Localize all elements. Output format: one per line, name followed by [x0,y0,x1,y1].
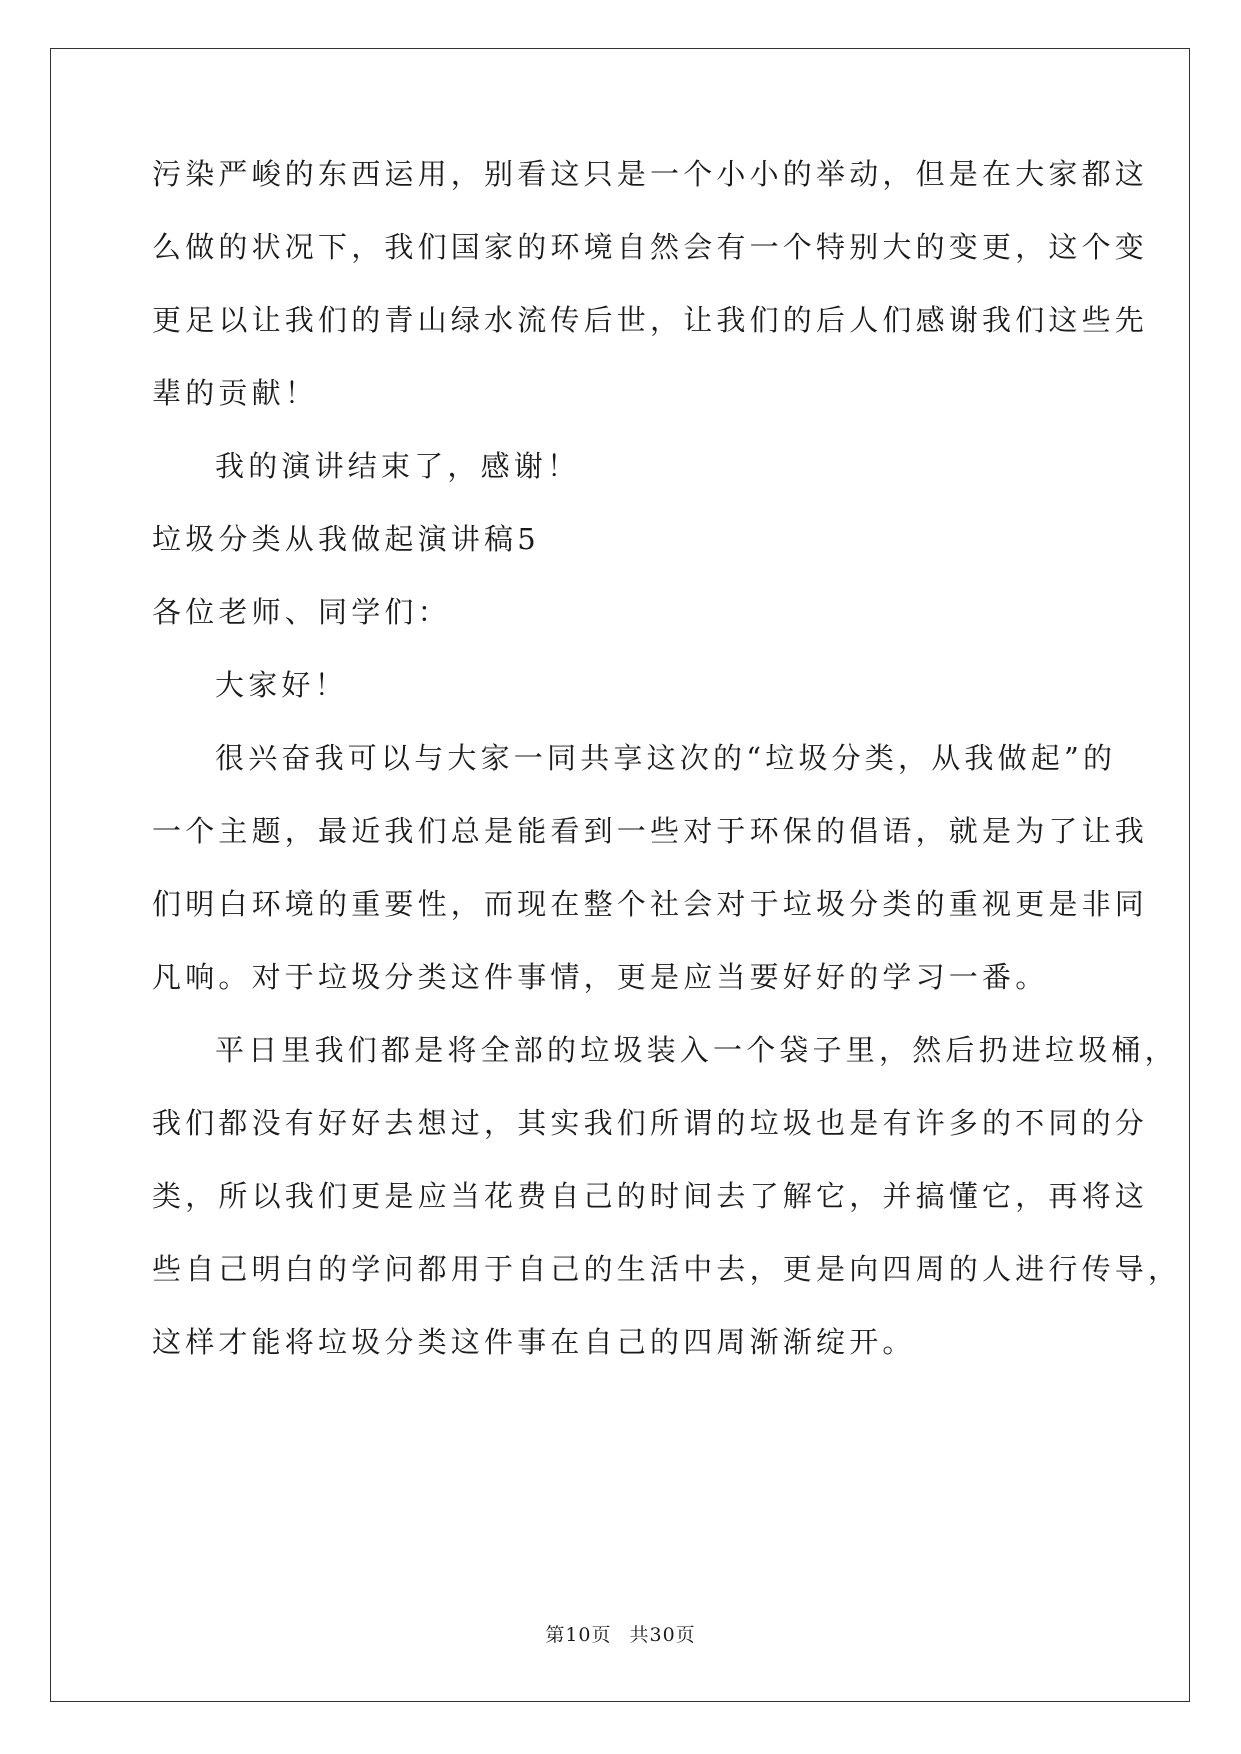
body-line: 辈的贡献！ [152,376,319,410]
closing-line: 我的演讲结束了，感谢！ [215,449,581,483]
body-line: 这样才能将垃圾分类这件事在自己的四周渐渐绽开。 [152,1325,916,1359]
page-border [50,48,1190,1702]
body-line: 平日里我们都是将全部的垃圾装入一个袋子里，然后扔进垃圾桶， [215,1033,1178,1067]
body-line: 凡响。对于垃圾分类这件事情，更是应当要好好的学习一番。 [152,960,1049,994]
body-line: 污染严峻的东西运用，别看这只是一个小小的举动，但是在大家都这 [152,157,1149,191]
body-line: 我们都没有好好去想过，其实我们所谓的垃圾也是有许多的不同的分 [152,1106,1149,1140]
section-title: 垃圾分类从我做起演讲稿5 [152,522,540,556]
body-line: 很兴奋我可以与大家一同共享这次的“垃圾分类，从我做起”的 [215,741,1117,775]
page-footer [0,1622,1241,1648]
body-line: 一个主题，最近我们总是能看到一些对于环保的倡语，就是为了让我 [152,814,1149,848]
body-line: 类，所以我们更是应当花费自己的时间去了解它，并搞懂它，再将这 [152,1179,1149,1213]
salutation: 各位老师、同学们： [152,595,451,629]
page-number: 第10页 [545,1624,612,1646]
greeting: 大家好！ [215,668,348,702]
body-line: 些自己明白的学问都用于自己的生活中去，更是向四周的人进行传导， [152,1252,1182,1286]
body-line: 更足以让我们的青山绿水流传后世，让我们的后人们感谢我们这些先 [152,303,1149,337]
body-line: 们明白环境的重要性，而现在整个社会对于垃圾分类的重视更是非同 [152,887,1149,921]
page-total: 共30页 [629,1624,696,1646]
body-line: 么做的状况下，我们国家的环境自然会有一个特别大的变更，这个变 [152,230,1149,264]
